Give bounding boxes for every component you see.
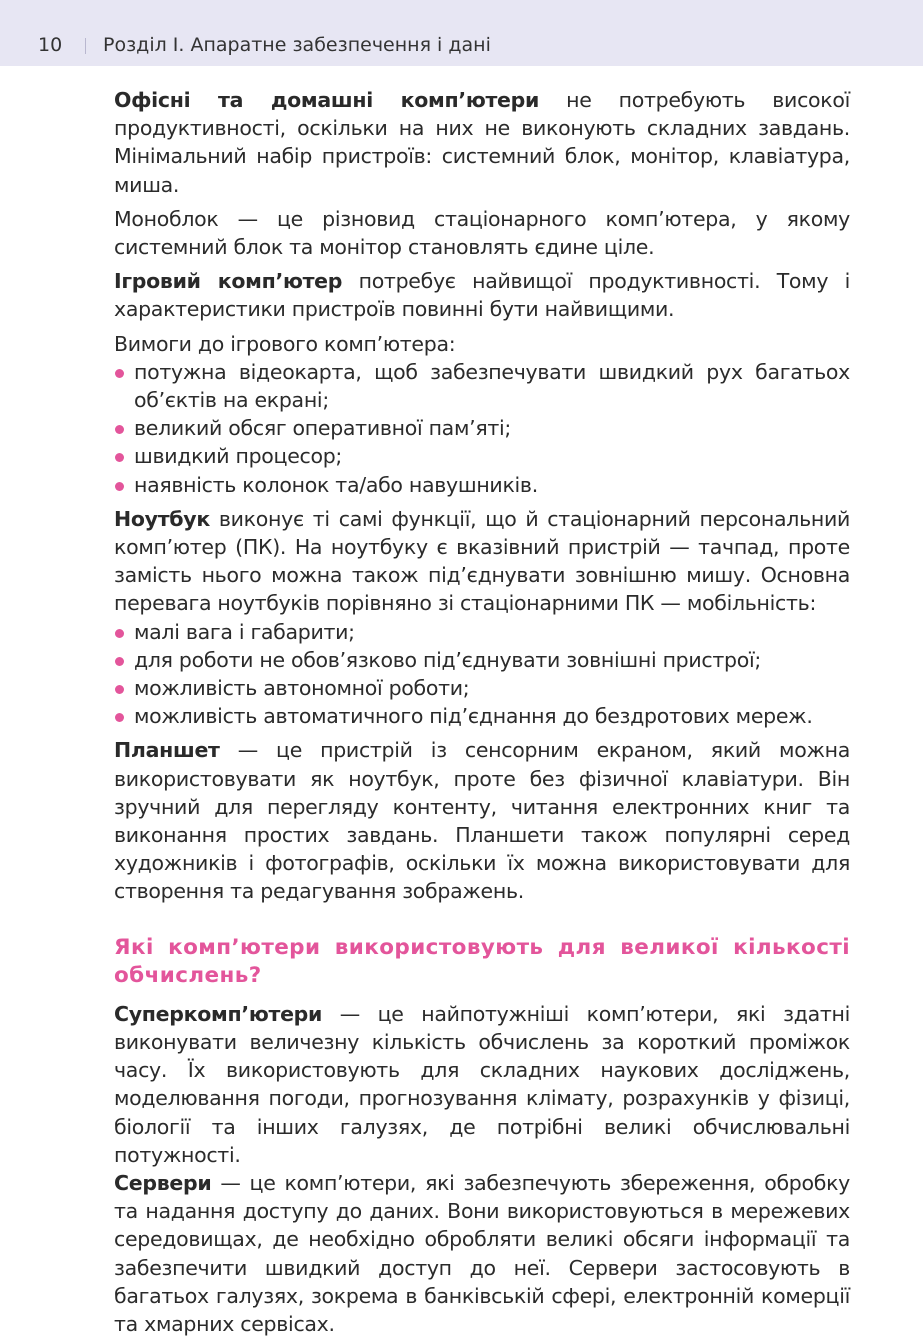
paragraph-office-computers (114, 86, 850, 199)
paragraph-laptop (114, 505, 850, 618)
paragraph-tablet (114, 736, 850, 905)
header-divider (85, 38, 86, 54)
paragraph-text: — це комп’ютери, які забезпечують збереження, обробку та надання доступу до даних. Вони використовуються в мережевих середовищах, де необхідно обробляти великі обсяги інформації та забезпечити швидкий доступ до неї. Сервери застосовують в багатьох галузях, зокрема в банківській сфері, електронній комерції та хмарних сервісах. (114, 1170, 850, 1336)
paragraph-text: не потребують високої продуктивності, оскільки на них не виконують складних завдань. Мінімальний набір пристроїв: системний блок, монітор, клавіатура, миша. (114, 88, 851, 197)
list-item: великий обсяг оперативної пам’яті; (114, 414, 850, 442)
list-item: можливість автономної роботи; (114, 674, 850, 702)
requirements-intro: Вимоги до ігрового комп’ютера: (114, 331, 456, 356)
paragraph-monoblock: Моноблок — це різновид стаціонарного комп’ютера, у якому системний блок та монітор становлять єдине ціле. (114, 206, 850, 260)
term-servers: Сервери (114, 1170, 212, 1195)
list-item: швидкий процесор; (114, 442, 850, 470)
page-number: 10 (38, 34, 63, 56)
term-office-computers: Офісні та домашні комп’ютери (114, 88, 540, 112)
chapter-title: Розділ І. Апаратне забезпечення і дані (103, 34, 491, 56)
list-item: потужна відеокарта, щоб забезпечувати швидкий рух багатьох об’єктів на екрані; (114, 358, 850, 414)
page-header (0, 0, 923, 66)
term-tablet: Планшет (114, 738, 220, 763)
list-item: малі вага і габарити; (114, 618, 850, 646)
paragraph-text: виконує ті самі функції, що й стаціонарний персональний комп’ютер (ПК). На ноутбуку є вказівний пристрій — тачпад, проте замість нього можна також під’єднувати зовнішню мишу. Основна перевага ноутбуків порівняно зі стаціонарними ПК — мобільність: (114, 506, 850, 616)
gaming-requirements-list (114, 358, 850, 499)
paragraph-supercomputers (114, 1000, 850, 1169)
paragraph-servers (114, 1169, 850, 1338)
term-gaming-computer: Ігровий комп’ютер (114, 269, 343, 294)
list-item: для роботи не обов’язково під’єднувати зовнішні пристрої; (114, 646, 850, 674)
section-heading: Які комп’ютери використовують для великої кількості обчислень? (114, 934, 850, 988)
list-item: можливість автоматичного під’єднання до бездротових мереж. (114, 702, 850, 730)
laptop-advantages-list (114, 618, 850, 731)
paragraph-text: — це пристрій із сенсорним екраном, який можна використовувати як ноутбук, проте без фізичної клавіатури. Він зручний для перегляду контенту, читання електронних книг та виконання простих завдань. Планшети також популярні серед художників і фотографів, оскільки їх можна використовувати для створення та редагування зображень. (114, 738, 850, 904)
page-content (114, 86, 850, 1344)
list-item: наявність колонок та/або навушників. (114, 471, 850, 499)
term-laptop: Ноутбук (114, 506, 210, 531)
paragraph-text: потребує найвищої продуктивності. Тому і характеристики пристроїв повинні бути найвищими. (114, 269, 851, 322)
term-supercomputers: Суперкомп’ютери (114, 1001, 323, 1026)
paragraph-gaming-computer (114, 267, 850, 323)
paragraph-text: — це найпотужніші комп’ютери, які здатні виконувати величезну кількість обчислень за короткий проміжок часу. Їх використовують для складних наукових досліджень, моделювання погоди, прогнозування клімату, розрахунків у фізиці, біології та інших галузях, де потрібні великі обчислювальні потужності. (114, 1001, 850, 1167)
